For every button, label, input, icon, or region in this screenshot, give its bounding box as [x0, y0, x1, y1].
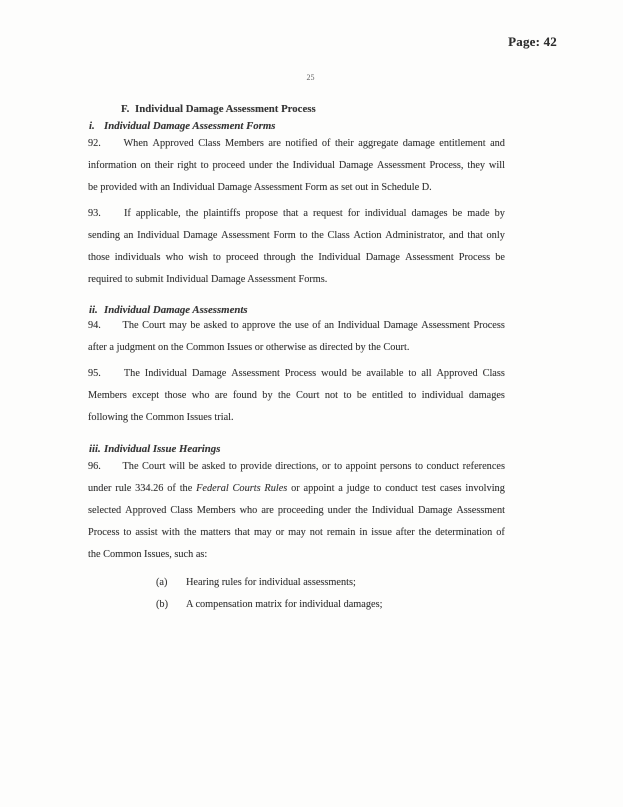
text-run: not	[324, 390, 339, 401]
text-run: those	[164, 390, 187, 401]
text-run: Process	[88, 527, 120, 538]
text-run: to	[123, 527, 132, 538]
text-run: Members	[196, 505, 236, 516]
text-run: Assessment	[221, 230, 270, 241]
text-run: appoint	[345, 461, 377, 472]
heading-marker: iii.	[89, 443, 101, 455]
heading-title: Individual Damage Assessment Process	[135, 103, 316, 115]
text-run: entitled	[372, 390, 403, 401]
text-run: persons	[380, 461, 412, 472]
text-run: on	[140, 160, 151, 171]
text-run: Assessment	[421, 320, 470, 331]
text-line	[88, 337, 505, 359]
text-line	[88, 155, 505, 177]
text-run: to	[334, 461, 343, 472]
text-run: Assessment	[231, 368, 280, 379]
text-run: asked	[203, 320, 228, 331]
text-run: the	[300, 252, 314, 263]
text-run: judge	[346, 483, 370, 494]
text-run: Damage	[418, 505, 453, 516]
text-run: conduct	[426, 461, 460, 472]
text-run: to	[343, 390, 352, 401]
text-run: notified	[285, 138, 318, 149]
text-run: they	[467, 160, 486, 171]
text-run: conduct	[385, 483, 418, 494]
list-item-b	[156, 594, 382, 616]
text-line	[88, 247, 505, 269]
text-run: are	[214, 390, 228, 401]
text-run: Rules	[264, 483, 288, 494]
text-run: Action	[353, 230, 382, 241]
text-run: will	[488, 160, 505, 171]
text-run: be	[356, 390, 367, 401]
text-run: information	[88, 160, 137, 171]
paragraph-92	[88, 133, 505, 199]
text-run: the Common Issues, such as:	[88, 549, 208, 560]
heading-title: Individual Issue Hearings	[104, 443, 221, 455]
text-run: appoint	[303, 483, 335, 494]
text-run: through	[263, 252, 296, 263]
text-run: issue	[371, 527, 392, 538]
text-run: Federal	[196, 483, 229, 494]
paragraph-96	[88, 456, 505, 566]
page-stamp: Page: 42	[508, 34, 557, 49]
text-run: a	[338, 483, 343, 494]
text-run: right	[177, 160, 197, 171]
text-run: Damage	[383, 320, 418, 331]
text-run: Members	[88, 390, 127, 401]
text-run: to	[408, 368, 417, 379]
text-run: found	[232, 390, 257, 401]
text-run: after	[395, 527, 415, 538]
text-run: by	[262, 390, 273, 401]
text-run: not	[309, 527, 323, 538]
text-run: under	[88, 483, 112, 494]
text-line	[88, 544, 505, 566]
text-run: The	[122, 320, 139, 331]
text-run: their	[154, 160, 174, 171]
text-run: Class	[198, 138, 221, 149]
text-run: cases	[439, 483, 462, 494]
heading-marker: F.	[121, 103, 130, 115]
text-run: aggregate	[358, 138, 399, 149]
text-run: be	[188, 461, 199, 472]
text-run: Assessment	[456, 505, 505, 516]
paragraph-number: 95.	[88, 368, 101, 379]
text-run: be	[190, 320, 201, 331]
text-run: Assessment	[376, 160, 426, 171]
text-run: after a judgment on the Common Issues or otherwise as directed by the Court.	[88, 342, 410, 353]
text-run: of	[496, 527, 505, 538]
text-run: of	[167, 483, 176, 494]
text-run: Damage	[183, 230, 218, 241]
list-item-text: A compensation matrix for individual damages;	[186, 599, 383, 610]
text-run: proceed	[212, 160, 246, 171]
text-run: would	[321, 368, 347, 379]
text-run: remain	[326, 527, 356, 538]
text-line	[88, 500, 505, 522]
text-run: be provided with an Individual Damage Assessment Form as set out in Schedule D.	[88, 182, 432, 193]
text-run: Process	[458, 252, 491, 263]
text-run: Process,	[429, 160, 464, 171]
text-run: a	[303, 208, 308, 219]
text-run: entitlement	[439, 138, 486, 149]
text-run: Members	[224, 138, 264, 149]
text-run: Approved	[152, 138, 194, 149]
text-run: or	[291, 483, 300, 494]
text-run: an	[324, 320, 335, 331]
text-run: to	[373, 483, 382, 494]
text-run: The	[122, 461, 139, 472]
text-line	[88, 177, 505, 199]
text-run: wish	[188, 252, 208, 263]
text-run: Approved	[125, 505, 167, 516]
text-line	[88, 456, 505, 478]
text-run: asked	[201, 461, 226, 472]
heading-marker: ii.	[89, 304, 98, 316]
text-run: an	[123, 230, 134, 241]
text-run: that	[467, 230, 483, 241]
text-run: provide	[240, 461, 272, 472]
text-run: request	[312, 208, 343, 219]
text-run: use	[294, 320, 309, 331]
text-run: Individual	[371, 505, 415, 516]
text-run: under	[248, 160, 273, 171]
text-run: who	[191, 390, 210, 401]
text-run: or	[322, 461, 331, 472]
text-run: to	[408, 390, 417, 401]
text-run: Class	[482, 368, 505, 379]
text-run: Form	[273, 230, 296, 241]
text-run: their	[334, 138, 354, 149]
text-run: only	[486, 230, 505, 241]
text-run: Damage	[338, 160, 374, 171]
text-run: the	[355, 505, 368, 516]
text-run: be	[351, 368, 362, 379]
text-run: 334.26	[135, 483, 164, 494]
text-line	[88, 315, 505, 337]
text-run: of	[321, 138, 331, 149]
text-run: damages	[411, 208, 448, 219]
text-run: individual	[364, 208, 407, 219]
text-line	[88, 478, 505, 500]
paragraph-number: 96.	[88, 461, 101, 472]
text-run: proceed	[225, 252, 259, 263]
text-run: by	[494, 208, 505, 219]
text-run: matters	[200, 527, 231, 538]
text-run: with	[161, 527, 180, 538]
text-run: the	[183, 527, 197, 538]
text-run: Damage	[192, 368, 227, 379]
text-run: damage	[402, 138, 435, 149]
text-run: applicable,	[135, 208, 181, 219]
text-run: Process	[284, 368, 317, 379]
text-run: sending	[88, 230, 121, 241]
text-run: made	[467, 208, 490, 219]
text-run: to	[415, 461, 424, 472]
text-run: When	[123, 138, 149, 149]
text-run: may	[169, 320, 187, 331]
text-run: who	[165, 252, 184, 263]
text-run: to	[200, 160, 209, 171]
list-item-a	[156, 572, 356, 594]
list-item-marker: (b)	[156, 599, 169, 610]
text-run: all	[421, 368, 432, 379]
text-run: to	[230, 320, 239, 331]
text-run: that	[282, 208, 299, 219]
text-run: under	[327, 505, 352, 516]
text-run: propose	[245, 208, 278, 219]
text-run: Process	[473, 320, 505, 331]
text-run: the	[185, 208, 199, 219]
text-run: in	[359, 527, 368, 538]
text-run: that	[234, 527, 251, 538]
paragraph-94	[88, 315, 505, 359]
text-run: and	[490, 138, 505, 149]
text-run: The	[123, 368, 140, 379]
text-run: who	[239, 505, 258, 516]
text-run: the	[276, 160, 289, 171]
text-run: directions,	[275, 461, 319, 472]
text-run: individuals	[114, 252, 161, 263]
text-run: Court	[142, 461, 166, 472]
text-run: approve	[242, 320, 276, 331]
text-run: or	[275, 527, 285, 538]
text-run: following the Common Issues trial.	[88, 412, 234, 423]
text-run: Assessment	[405, 252, 454, 263]
text-line	[88, 203, 505, 225]
text-line	[88, 133, 505, 155]
text-run: be	[495, 252, 505, 263]
heading-marker: i.	[89, 120, 95, 132]
text-line	[88, 407, 505, 429]
text-line	[88, 225, 505, 247]
text-run: to	[228, 461, 237, 472]
paragraph-number: 92.	[88, 138, 101, 149]
text-run: proceeding	[277, 505, 324, 516]
text-run: Individual	[292, 160, 335, 171]
text-run: the	[278, 320, 292, 331]
text-run: those	[88, 252, 110, 263]
text-line	[88, 269, 505, 291]
text-run: are	[268, 138, 281, 149]
text-run: required to submit Individual Damage Assessment Forms.	[88, 274, 328, 285]
text-run: the	[179, 483, 193, 494]
text-run: Approved	[436, 368, 478, 379]
text-run: may	[253, 527, 272, 538]
text-run: Individual	[337, 320, 380, 331]
text-run: Court	[296, 390, 320, 401]
text-run: test	[421, 483, 436, 494]
text-run: will	[169, 461, 186, 472]
text-run: are	[261, 505, 274, 516]
text-run: of	[312, 320, 321, 331]
text-line	[88, 522, 505, 544]
list-item-marker: (a)	[156, 577, 168, 588]
text-run: damages	[468, 390, 505, 401]
text-run: except	[132, 390, 160, 401]
text-run: determination	[435, 527, 493, 538]
document-page-number: 25	[306, 73, 315, 82]
text-run: assist	[135, 527, 158, 538]
text-run: Courts	[232, 483, 261, 494]
text-run: be	[452, 208, 463, 219]
text-line	[88, 385, 505, 407]
paragraph-95	[88, 363, 505, 429]
heading-title: Individual Damage Assessment Forms	[104, 120, 276, 132]
text-run: for	[347, 208, 360, 219]
text-run: the	[311, 230, 324, 241]
list-item-text: Hearing rules for individual assessments;	[186, 577, 356, 588]
text-run: to	[299, 230, 308, 241]
text-run: the	[418, 527, 432, 538]
text-run: Individual	[137, 230, 180, 241]
text-run: Class	[170, 505, 193, 516]
text-run: Court	[142, 320, 166, 331]
heading-title: Individual Damage Assessments	[104, 304, 248, 316]
text-run: individual	[421, 390, 464, 401]
text-run: Administrator,	[385, 230, 446, 241]
text-run: plaintiffs	[203, 208, 241, 219]
text-run: rule	[115, 483, 132, 494]
text-line	[88, 363, 505, 385]
paragraph-number: 94.	[88, 320, 101, 331]
text-run: Individual	[144, 368, 188, 379]
text-run: Individual	[318, 252, 361, 263]
text-run: Class	[327, 230, 350, 241]
text-run: involving	[465, 483, 505, 494]
paragraph-93	[88, 203, 505, 291]
paragraph-number: 93.	[88, 208, 101, 219]
text-run: and	[448, 230, 464, 241]
text-run: may	[288, 527, 306, 538]
text-run: available	[366, 368, 404, 379]
text-run: selected	[88, 505, 122, 516]
text-run: references	[462, 461, 505, 472]
text-run: If	[124, 208, 131, 219]
text-run: Damage	[365, 252, 401, 263]
text-run: to	[212, 252, 221, 263]
text-run: the	[278, 390, 291, 401]
